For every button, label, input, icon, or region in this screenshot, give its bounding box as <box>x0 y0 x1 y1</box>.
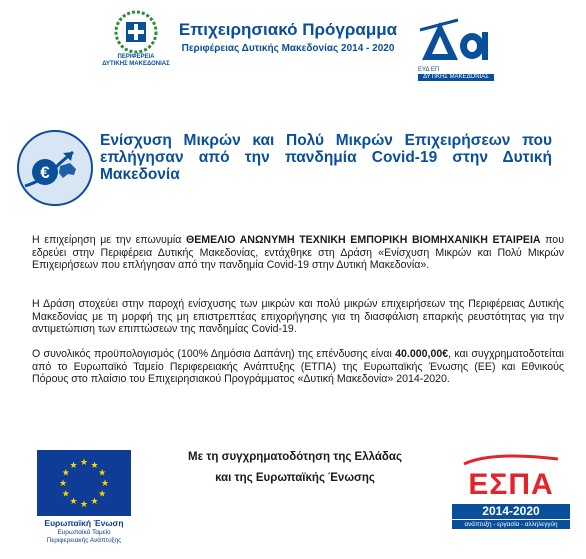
espa-years: 2014-2020 <box>452 504 570 519</box>
eu-star-icon: ★ <box>58 478 68 488</box>
action-title: Ενίσχυση Μικρών και Πολύ Μικρών Επιχειρήσεων που επλήγησαν από την πανδημία Covid-19 στην Δυτική Μακεδονία <box>100 132 552 183</box>
p1-text-pre: Η επιχείρηση με την επωνυμία <box>32 234 186 246</box>
company-name: ΘΕΜΕΛΙΟ ΑΝΩΝΥΜΗ ΤΕΧΝΙΚΗ ΕΜΠΟΡΙΚΗ ΒΙΟΜΗΧΑΝΙΚΗ ΕΤΑΙΡΕΙΑ <box>186 234 541 246</box>
paragraph-beneficiary <box>32 234 564 272</box>
p3-text-post: , και συγχρηματοδοτείται από το Ευρωπαϊκό Ταμείο Περιφερειακής Ανάπτυξης (ΕΤΠΑ) της Ευρωπαϊκής Ένωσης (ΕΕ) και Εθνικούς Πόρους στο πλαίσιο του Επιχειρησιακού Προγράμματος «Δυτική Μακεδονία» 2014-2020. <box>32 348 564 386</box>
budget-amount: 40.000,00€ <box>395 348 449 360</box>
euro-symbol: € <box>40 163 50 182</box>
eu-star-icon: ★ <box>79 499 89 509</box>
p3-text-pre: Ο συνολικός προϋπολογισμός (100% Δημόσια Δαπάνη) της επένδυσης είναι <box>32 348 396 360</box>
eyd-logo <box>418 16 494 78</box>
eu-name: Ευρωπαϊκή Ένωση <box>44 518 124 528</box>
delta-alpha-logo-icon <box>418 16 494 62</box>
paragraph-goal <box>32 298 564 336</box>
program-title: Επιχειρησιακό Πρόγραμμα <box>178 20 398 39</box>
eu-star-icon: ★ <box>98 488 107 499</box>
cofund-line1: Με τη συγχρηματοδότηση της Ελλάδας <box>188 451 402 463</box>
p2-text: Η Δράση στοχεύει στην παροχή ενίσχυσης των μικρών και πολύ μικρών επιχειρήσεων της Περιφέρειας Δυτικής Μακεδονίας με τη μορφή της μη επιστρεπτέας επιχορήγησης για τη διασφάλιση επαρκής ρευστότητας για την αντιμετώπιση των επιπτώσεων της πανδημίας Covid-19. <box>32 298 564 336</box>
region-logo <box>100 10 172 78</box>
eu-star-icon: ★ <box>69 459 78 470</box>
eu-star-icon: ★ <box>90 459 99 470</box>
eu-fund-line1: Ευρωπαϊκό Ταμείο <box>57 529 111 536</box>
espa-word: ΕΣΠΑ <box>468 468 554 501</box>
eyd-caption: ΔΥΤΙΚΗΣ ΜΑΚΕΔΟΝΙΑΣ <box>418 74 494 81</box>
eu-star-icon: ★ <box>98 467 107 478</box>
espa-swoosh-icon <box>452 453 570 465</box>
eu-star-icon: ★ <box>79 457 89 467</box>
p1-text-post: που εδρεύει στην Περιφέρεια Δυτικής Μακεδονίας, εντάχθηκε στη Δράση «Ενίσχυση Μικρών και Πολύ Μικρών Επιχειρήσεων που επλήγησαν από την πανδημία Covid-19 στην Δυτική Μακεδονία». <box>32 234 564 272</box>
eu-star-icon: ★ <box>90 496 99 507</box>
eu-star-icon: ★ <box>61 488 70 499</box>
eu-fund <box>37 529 131 545</box>
eu-star-icon: ★ <box>100 478 110 488</box>
espa-tagline: ανάπτυξη - εργασία - αλληλεγγύη <box>452 520 570 529</box>
eu-star-icon: ★ <box>61 467 70 478</box>
program-subtitle: Περιφέρειας Δυτικής Μακεδονίας 2014 - 2020 <box>181 43 395 54</box>
eu-fund-line2: Περιφερειακής Ανάπτυξης <box>46 537 122 544</box>
region-caption-line1: ΠΕΡΙΦΕΡΕΙΑ <box>117 54 155 60</box>
cofund-line2: και της Ευρωπαϊκής Ένωσης <box>215 472 375 484</box>
covid-action-icon <box>15 128 95 208</box>
eu-star-icon: ★ <box>69 496 78 507</box>
region-caption-line2: ΔΥΤΙΚΗΣ ΜΑΚΕΔΟΝΙΑΣ <box>102 61 170 67</box>
espa-logo <box>452 452 570 542</box>
greek-emblem-icon <box>114 10 158 54</box>
eu-flag-icon <box>37 450 131 516</box>
eyd-label: ΕΥΔ ΕΠ <box>418 67 440 73</box>
paragraph-budget <box>32 348 564 386</box>
